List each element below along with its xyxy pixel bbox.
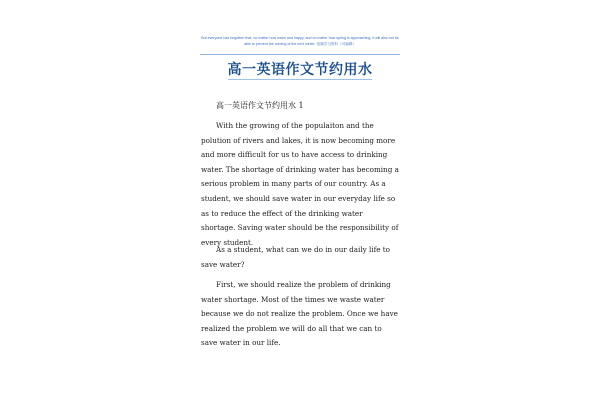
paragraph-3: First, we should realize the problem of drinking water shortage. Most of the times we waste water because we do not realize the problem. Once we have realized the problem we will do all that we can to save water in our life. <box>201 280 398 348</box>
title-underline <box>228 79 372 80</box>
paragraph-1: With the growing of the populaiton and the polution of rivers and lakes, it is now becoming more and more difficult for us to have access to drinking water. The shortage of drinking water has becoming a serious problem in many parts of our country. As a student, we should save water in our everyday life so as to reduce the effect of the drinking water shortage. Saving water should be the responsibility of every student. <box>201 121 399 247</box>
essay-subtitle: 高一英语作文节约用水 1 <box>216 101 304 110</box>
header-divider <box>200 54 400 55</box>
page-title: 高一英语作文节约用水 <box>227 62 373 78</box>
paragraph-2: As a student, what can we do in our daily life to save water? <box>201 245 390 269</box>
header-note: But everyone has forgotten that, no matter how warm and happy, and no matter how spring is approaching, it will also not be able to prevent the coming of the next winter. 视频学习资料（可编辑） <box>201 36 399 46</box>
